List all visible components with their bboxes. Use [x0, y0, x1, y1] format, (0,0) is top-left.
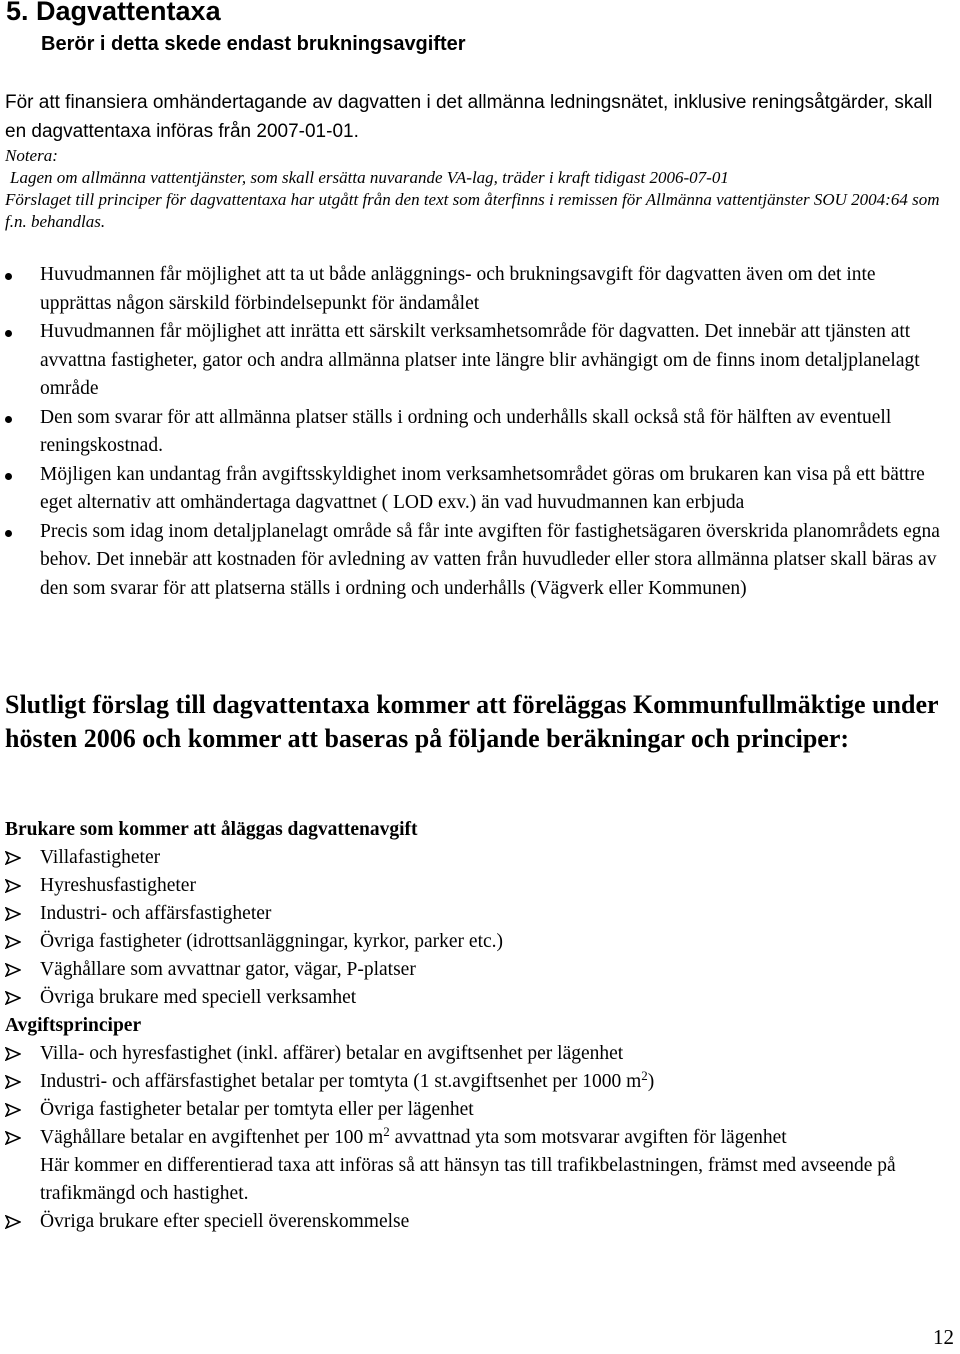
list-item: [0, 1096, 945, 1124]
list-item: [0, 1040, 945, 1068]
list-item-note: Här kommer en differentierad taxa att införas så att hänsyn tas till trafikbelastningen, främst med avseende på trafikmängd och hastighet.: [40, 1155, 896, 1204]
list-item: [0, 984, 945, 1012]
arrow-bullet-icon: [5, 1215, 21, 1229]
list-item-text: Hyreshusfastigheter: [40, 875, 196, 896]
bullet-icon: [5, 330, 12, 337]
arrow-bullet-icon: [5, 879, 21, 893]
bullet-text: Huvudmannen får möjlighet att ta ut både anläggnings- och brukningsavgift för dagvatten även om det inte upprättas någon särskild förbindelsepunkt för ändamålet: [40, 264, 876, 314]
arrow-bullet-icon: [5, 935, 21, 949]
arrow-bullet-icon: [5, 1047, 21, 1061]
superscript: 2: [383, 1124, 390, 1139]
arrow-bullet-icon: [5, 963, 21, 977]
bullet-text: Den som svarar för att allmänna platser ställs i ordning och underhålls skall också stå för hälften av eventuell reningskostnad.: [40, 406, 892, 456]
users-title: Brukare som kommer att åläggas dagvattenavgift: [5, 819, 418, 840]
bullet-icon: [5, 473, 12, 480]
bullet-text: Möjligen kan undantag från avgiftsskyldighet inom verksamhetsområdet göras om brukaren kan visa på ett bättre eget alternativ att omhändertaga dagvattnet ( LOD exv.) än vad huvudmannen kan erbjuda: [40, 463, 925, 513]
bullet-text: Huvudmannen får möjlighet att inrätta ett särskilt verksamhetsområde för dagvatten. Det innebär att tjänsten att avvattna fastigheter, gator och andra allmänna platser inte längre blir avhängigt om de finns inom detaljplanelagt område: [40, 321, 920, 399]
list-item-text: Väghållare betalar en avgiftenhet per 100 m: [40, 1127, 384, 1148]
note-line-2: Förslaget till principer för dagvattentaxa har utgått från den text som återfinns i remissen för Allmänna vattentjänster SOU 2004:64 som f.n. behandlas.: [5, 190, 940, 231]
final-proposal-heading: Slutligt förslag till dagvattentaxa kommer att föreläggas Kommunfullmäktige under hösten 2006 och kommer att baseras på följande beräkningar och principer:: [5, 690, 939, 753]
arrow-bullet-icon: [5, 1131, 21, 1145]
arrow-bullet-icon: [5, 1103, 21, 1117]
list-item-text: Övriga fastigheter (idrottsanläggningar, kyrkor, parker etc.): [40, 931, 504, 952]
list-item-text: Väghållare som avvattnar gator, vägar, P-platser: [40, 959, 416, 980]
bullet-icon: [5, 530, 12, 537]
arrow-bullet-icon: [5, 907, 21, 921]
arrow-bullet-icon: [5, 991, 21, 1005]
list-item: [0, 1068, 945, 1096]
list-item: [0, 956, 945, 984]
note-line-1: Lagen om allmänna vattentjänster, som skall ersätta nuvarande VA-lag, träder i kraft tidigast 2006-07-01: [10, 168, 729, 187]
list-item: [0, 1124, 945, 1208]
bullet-item: [0, 518, 945, 604]
note-block: [5, 145, 950, 233]
note-label: Notera:: [5, 146, 58, 165]
list-item-text-end: ): [647, 1071, 655, 1092]
bullet-icon: [5, 416, 12, 423]
bullet-item: [0, 404, 945, 461]
users-list: [0, 844, 945, 1012]
list-item-text: Villafastigheter: [40, 847, 161, 868]
bullet-list: [0, 261, 945, 603]
list-item: [0, 1208, 945, 1236]
principles-list: [0, 1040, 945, 1236]
bullet-item: [0, 461, 945, 518]
principles-title: Avgiftsprinciper: [5, 1015, 142, 1036]
list-item-text-end: avvattnad yta som motsvarar avgiften för lägenhet: [389, 1127, 787, 1148]
arrow-bullet-icon: [5, 851, 21, 865]
page-number: 12: [933, 1325, 954, 1349]
list-item: [0, 900, 945, 928]
list-item-text: Övriga brukare med speciell verksamhet: [40, 987, 357, 1008]
list-item: [0, 928, 945, 956]
list-item-text: Industri- och affärsfastigheter: [40, 903, 272, 924]
list-item: [0, 872, 945, 900]
section-heading: 5. Dagvattentaxa: [6, 0, 221, 26]
list-item-text: Övriga fastigheter betalar per tomtyta eller per lägenhet: [40, 1099, 474, 1120]
superscript: 2: [641, 1068, 648, 1083]
bullet-icon: [5, 273, 12, 280]
intro-paragraph: För att finansiera omhändertagande av dagvatten i det allmänna ledningsnätet, inklusive reningsåtgärder, skall en dagvattentaxa införas från 2007-01-01.: [5, 92, 933, 142]
arrow-bullet-icon: [5, 1075, 21, 1089]
list-item-text: Industri- och affärsfastighet betalar per tomtyta (1 st.avgiftsenhet per 1000 m: [40, 1071, 642, 1092]
bullet-item: [0, 318, 945, 404]
bullet-text: Precis som idag inom detaljplanelagt område så får inte avgiften för fastighetsägaren överskrida planområdets egna behov. Det innebär att kostnaden för avledning av vatten från huvudleder eller stora allmänna platser skall bäras av den som svarar för att platserna ställs i ordning och underhålls (Vägverk eller Kommunen): [40, 520, 940, 599]
list-item-text: Övriga brukare efter speciell överenskommelse: [40, 1211, 410, 1232]
bullet-item: [0, 261, 945, 318]
section-subheading: Berör i detta skede endast brukningsavgifter: [41, 33, 466, 55]
list-item-text: Villa- och hyresfastighet (inkl. affärer) betalar en avgiftsenhet per lägenhet: [40, 1043, 624, 1064]
list-item: [0, 844, 945, 872]
